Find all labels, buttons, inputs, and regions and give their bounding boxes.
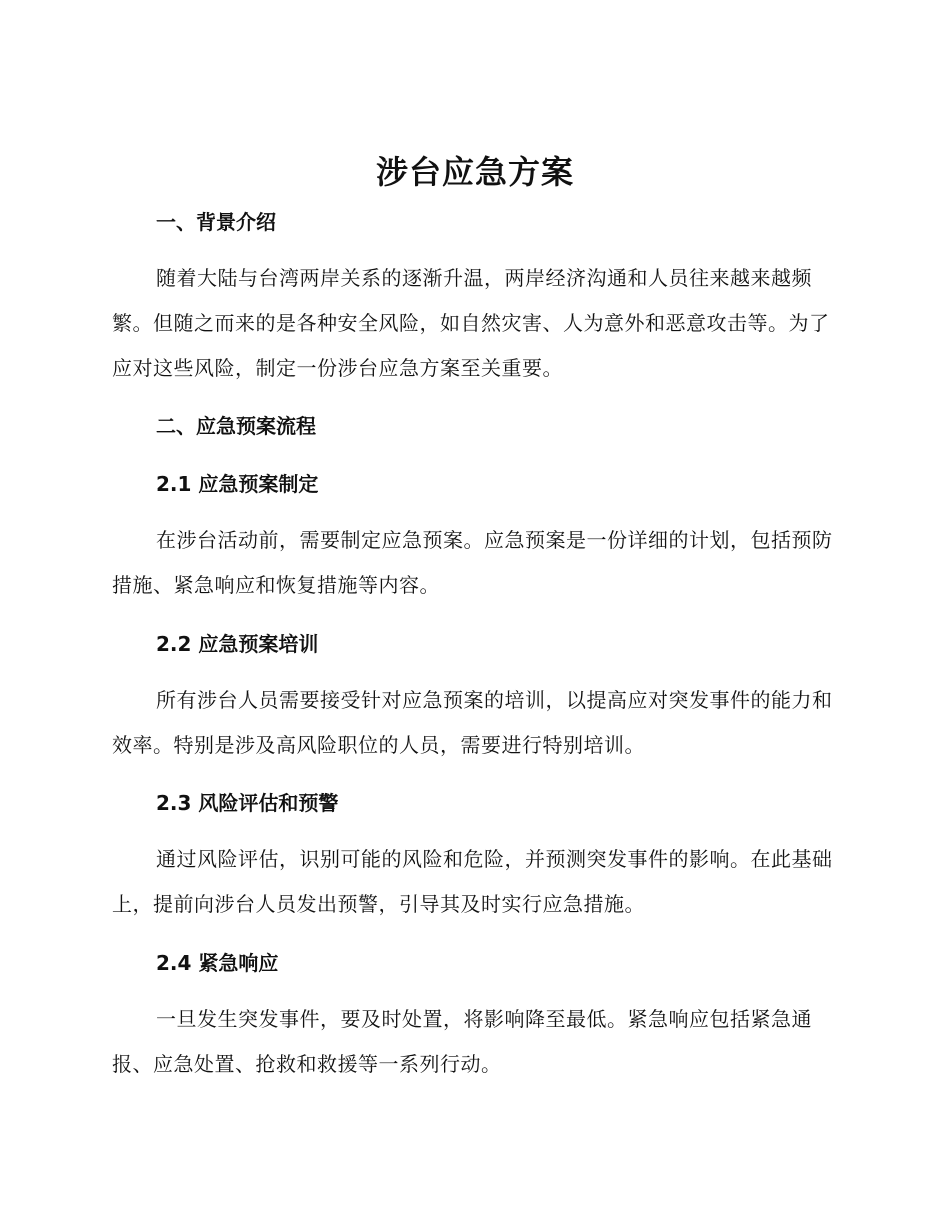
paragraph-background: 随着大陆与台湾两岸关系的逐渐升温，两岸经济沟通和人员往来越来越频繁。但随之而来的是各种安全风险，如自然灾害、人为意外和恶意攻击等。为了应对这些风险，制定一份涉台应急方案至关重要。 <box>112 266 830 380</box>
paragraph-emergency-response: 一旦发生突发事件，要及时处置，将影响降至最低。紧急响应包括紧急通报、应急处置、抢救和救援等一系列行动。 <box>112 1007 812 1076</box>
subsection-heading-plan-creation: 2.1 应急预案制定 <box>156 472 319 496</box>
paragraph-plan-training: 所有涉台人员需要接受针对应急预案的培训，以提高应对突发事件的能力和效率。特别是涉及高风险职位的人员，需要进行特别培训。 <box>112 688 833 757</box>
subsection-heading-risk-assessment: 2.3 风险评估和预警 <box>156 791 339 815</box>
subsection-heading-emergency-response: 2.4 紧急响应 <box>156 951 279 975</box>
section-heading-process: 二、应急预案流程 <box>156 414 316 438</box>
subsection-heading-plan-training: 2.2 应急预案培训 <box>156 632 319 656</box>
paragraph-plan-creation: 在涉台活动前，需要制定应急预案。应急预案是一份详细的计划，包括预防措施、紧急响应和恢复措施等内容。 <box>112 528 833 597</box>
section-heading-background: 一、背景介绍 <box>156 210 276 234</box>
page-title: 涉台应急方案 <box>375 153 574 191</box>
paragraph-risk-assessment: 通过风险评估，识别可能的风险和危险，并预测突发事件的影响。在此基础上，提前向涉台人员发出预警，引导其及时实行应急措施。 <box>112 847 833 916</box>
